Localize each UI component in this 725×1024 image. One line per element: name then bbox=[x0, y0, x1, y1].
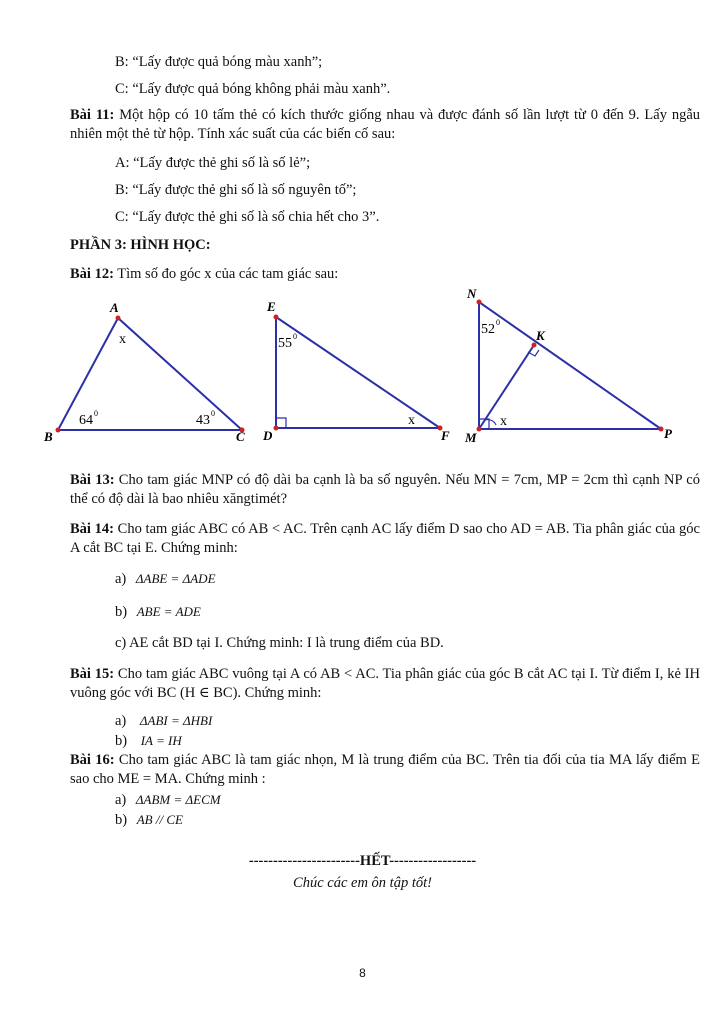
b15-label: Bài 15: bbox=[70, 666, 115, 682]
b14-b-formula: ABE = ADE bbox=[136, 604, 201, 619]
b16-a-marker: a) bbox=[115, 792, 127, 808]
b15-text: Cho tam giác ABC vuông tại A có AB < AC. Tia phân giác của góc B cắt AC tại I. Từ điểm I, kẻ IH vuông góc với BC (H ∈ BC). Chứng minh: bbox=[70, 666, 701, 701]
b16-item-b bbox=[115, 812, 183, 829]
b13-text: Cho tam giác MNP có độ dài ba cạnh là ba số nguyên. Nếu MN = 7cm, MP = 2cm thì cạnh NP có thể có độ dài là bao nhiêu xăngtimét? bbox=[70, 472, 700, 507]
b14-item-a bbox=[115, 571, 216, 588]
label-b: B bbox=[44, 429, 53, 444]
point-p bbox=[659, 427, 664, 432]
triangle-nmp bbox=[479, 302, 661, 429]
b16-label: Bài 16: bbox=[70, 752, 115, 768]
b14-item-c: c) AE cắt BD tại I. Chứng minh: I là trung điểm của BD. bbox=[115, 635, 444, 651]
b14-item-b bbox=[115, 604, 201, 621]
b11-option-c: C: “Lấy được thẻ ghi số là số chia hết cho 3”. bbox=[115, 209, 380, 225]
b10-option-c: C: “Lấy được quả bóng không phải màu xanh”. bbox=[115, 81, 391, 97]
b15-b-formula: IA = IH bbox=[140, 733, 182, 748]
label-c: C bbox=[236, 429, 245, 444]
b11-option-a: A: “Lấy được thẻ ghi số là số lẻ”; bbox=[115, 155, 311, 171]
point-m bbox=[477, 427, 482, 432]
point-n bbox=[477, 300, 482, 305]
angle-b-degree: 0 bbox=[94, 409, 98, 418]
b15-item-b bbox=[115, 733, 182, 750]
label-p: P bbox=[664, 426, 672, 441]
point-b bbox=[56, 428, 61, 433]
b14-statement bbox=[70, 520, 700, 558]
point-a bbox=[116, 316, 121, 321]
label-x2: x bbox=[408, 413, 415, 428]
point-d bbox=[274, 426, 279, 431]
b14-a-formula: ΔABE = ΔADE bbox=[135, 571, 216, 586]
b15-a-formula: ΔABI = ΔHBI bbox=[139, 713, 213, 728]
angle-c-value: 43 bbox=[196, 413, 210, 428]
angle-n-degree: 0 bbox=[496, 318, 500, 327]
b16-b-formula: AB // CE bbox=[136, 812, 183, 827]
end-line: -----------------------HẾT------------------ bbox=[248, 853, 477, 869]
label-x3: x bbox=[500, 414, 507, 429]
label-e: E bbox=[267, 299, 276, 314]
b15-statement bbox=[70, 665, 700, 703]
label-m: M bbox=[465, 430, 477, 445]
b14-a-marker: a) bbox=[115, 571, 127, 587]
b16-b-marker: b) bbox=[115, 812, 128, 828]
b11-text: Một hộp có 10 tấm thẻ có kích thước giống nhau và được đánh số lần lượt từ 0 đến 9. Lấy ngẫu nhiên một thẻ từ hộp. Tính xác suất của các biến cố sau: bbox=[70, 107, 701, 142]
point-k bbox=[532, 343, 537, 348]
b14-label: Bài 14: bbox=[70, 521, 114, 537]
label-x1: x bbox=[119, 332, 126, 347]
label-d: D bbox=[263, 428, 273, 443]
b12-text: Tìm số đo góc x của các tam giác sau: bbox=[113, 266, 339, 282]
b16-statement bbox=[70, 751, 700, 789]
angle-c-degree: 0 bbox=[211, 409, 215, 418]
label-a: A bbox=[110, 300, 119, 315]
label-n: N bbox=[467, 286, 477, 301]
b14-text: Cho tam giác ABC có AB < AC. Trên cạnh AC lấy điểm D sao cho AD = AB. Tia phân giác của góc A cắt BC tại E. Chứng minh: bbox=[70, 521, 700, 556]
b13-label: Bài 13: bbox=[70, 472, 115, 488]
b14-b-marker: b) bbox=[115, 604, 128, 620]
b15-item-a bbox=[115, 713, 212, 730]
b10-option-b: B: “Lấy được quả bóng màu xanh”; bbox=[115, 54, 323, 70]
part3-heading: PHẦN 3: HÌNH HỌC: bbox=[70, 237, 211, 253]
b15-a-marker: a) bbox=[115, 713, 127, 729]
label-f: F bbox=[441, 428, 450, 443]
triangle-edf bbox=[276, 317, 440, 428]
b15-b-marker: b) bbox=[115, 733, 128, 749]
b12-label: Bài 12: bbox=[70, 266, 114, 282]
point-e bbox=[274, 315, 279, 320]
angle-e-value: 55 bbox=[278, 336, 292, 351]
angle-b-value: 64 bbox=[79, 413, 93, 428]
page-number: 8 bbox=[359, 966, 366, 980]
angle-e-degree: 0 bbox=[293, 332, 297, 341]
b11-option-b: B: “Lấy được thẻ ghi số là số nguyên tố”; bbox=[115, 182, 357, 198]
label-k: K bbox=[536, 328, 545, 343]
b16-a-formula: ΔABM = ΔECM bbox=[135, 792, 221, 807]
b13-statement bbox=[70, 471, 700, 509]
b11-label: Bài 11: bbox=[70, 107, 115, 123]
b16-text: Cho tam giác ABC là tam giác nhọn, M là trung điểm của BC. Trên tia đối của tia MA lấy điểm E sao cho ME = MA. Chứng minh : bbox=[70, 752, 700, 787]
triangles-figure bbox=[0, 0, 725, 460]
closing-wish: Chúc các em ôn tập tốt! bbox=[293, 875, 432, 891]
angle-n-value: 52 bbox=[481, 322, 495, 337]
b16-item-a bbox=[115, 792, 221, 809]
